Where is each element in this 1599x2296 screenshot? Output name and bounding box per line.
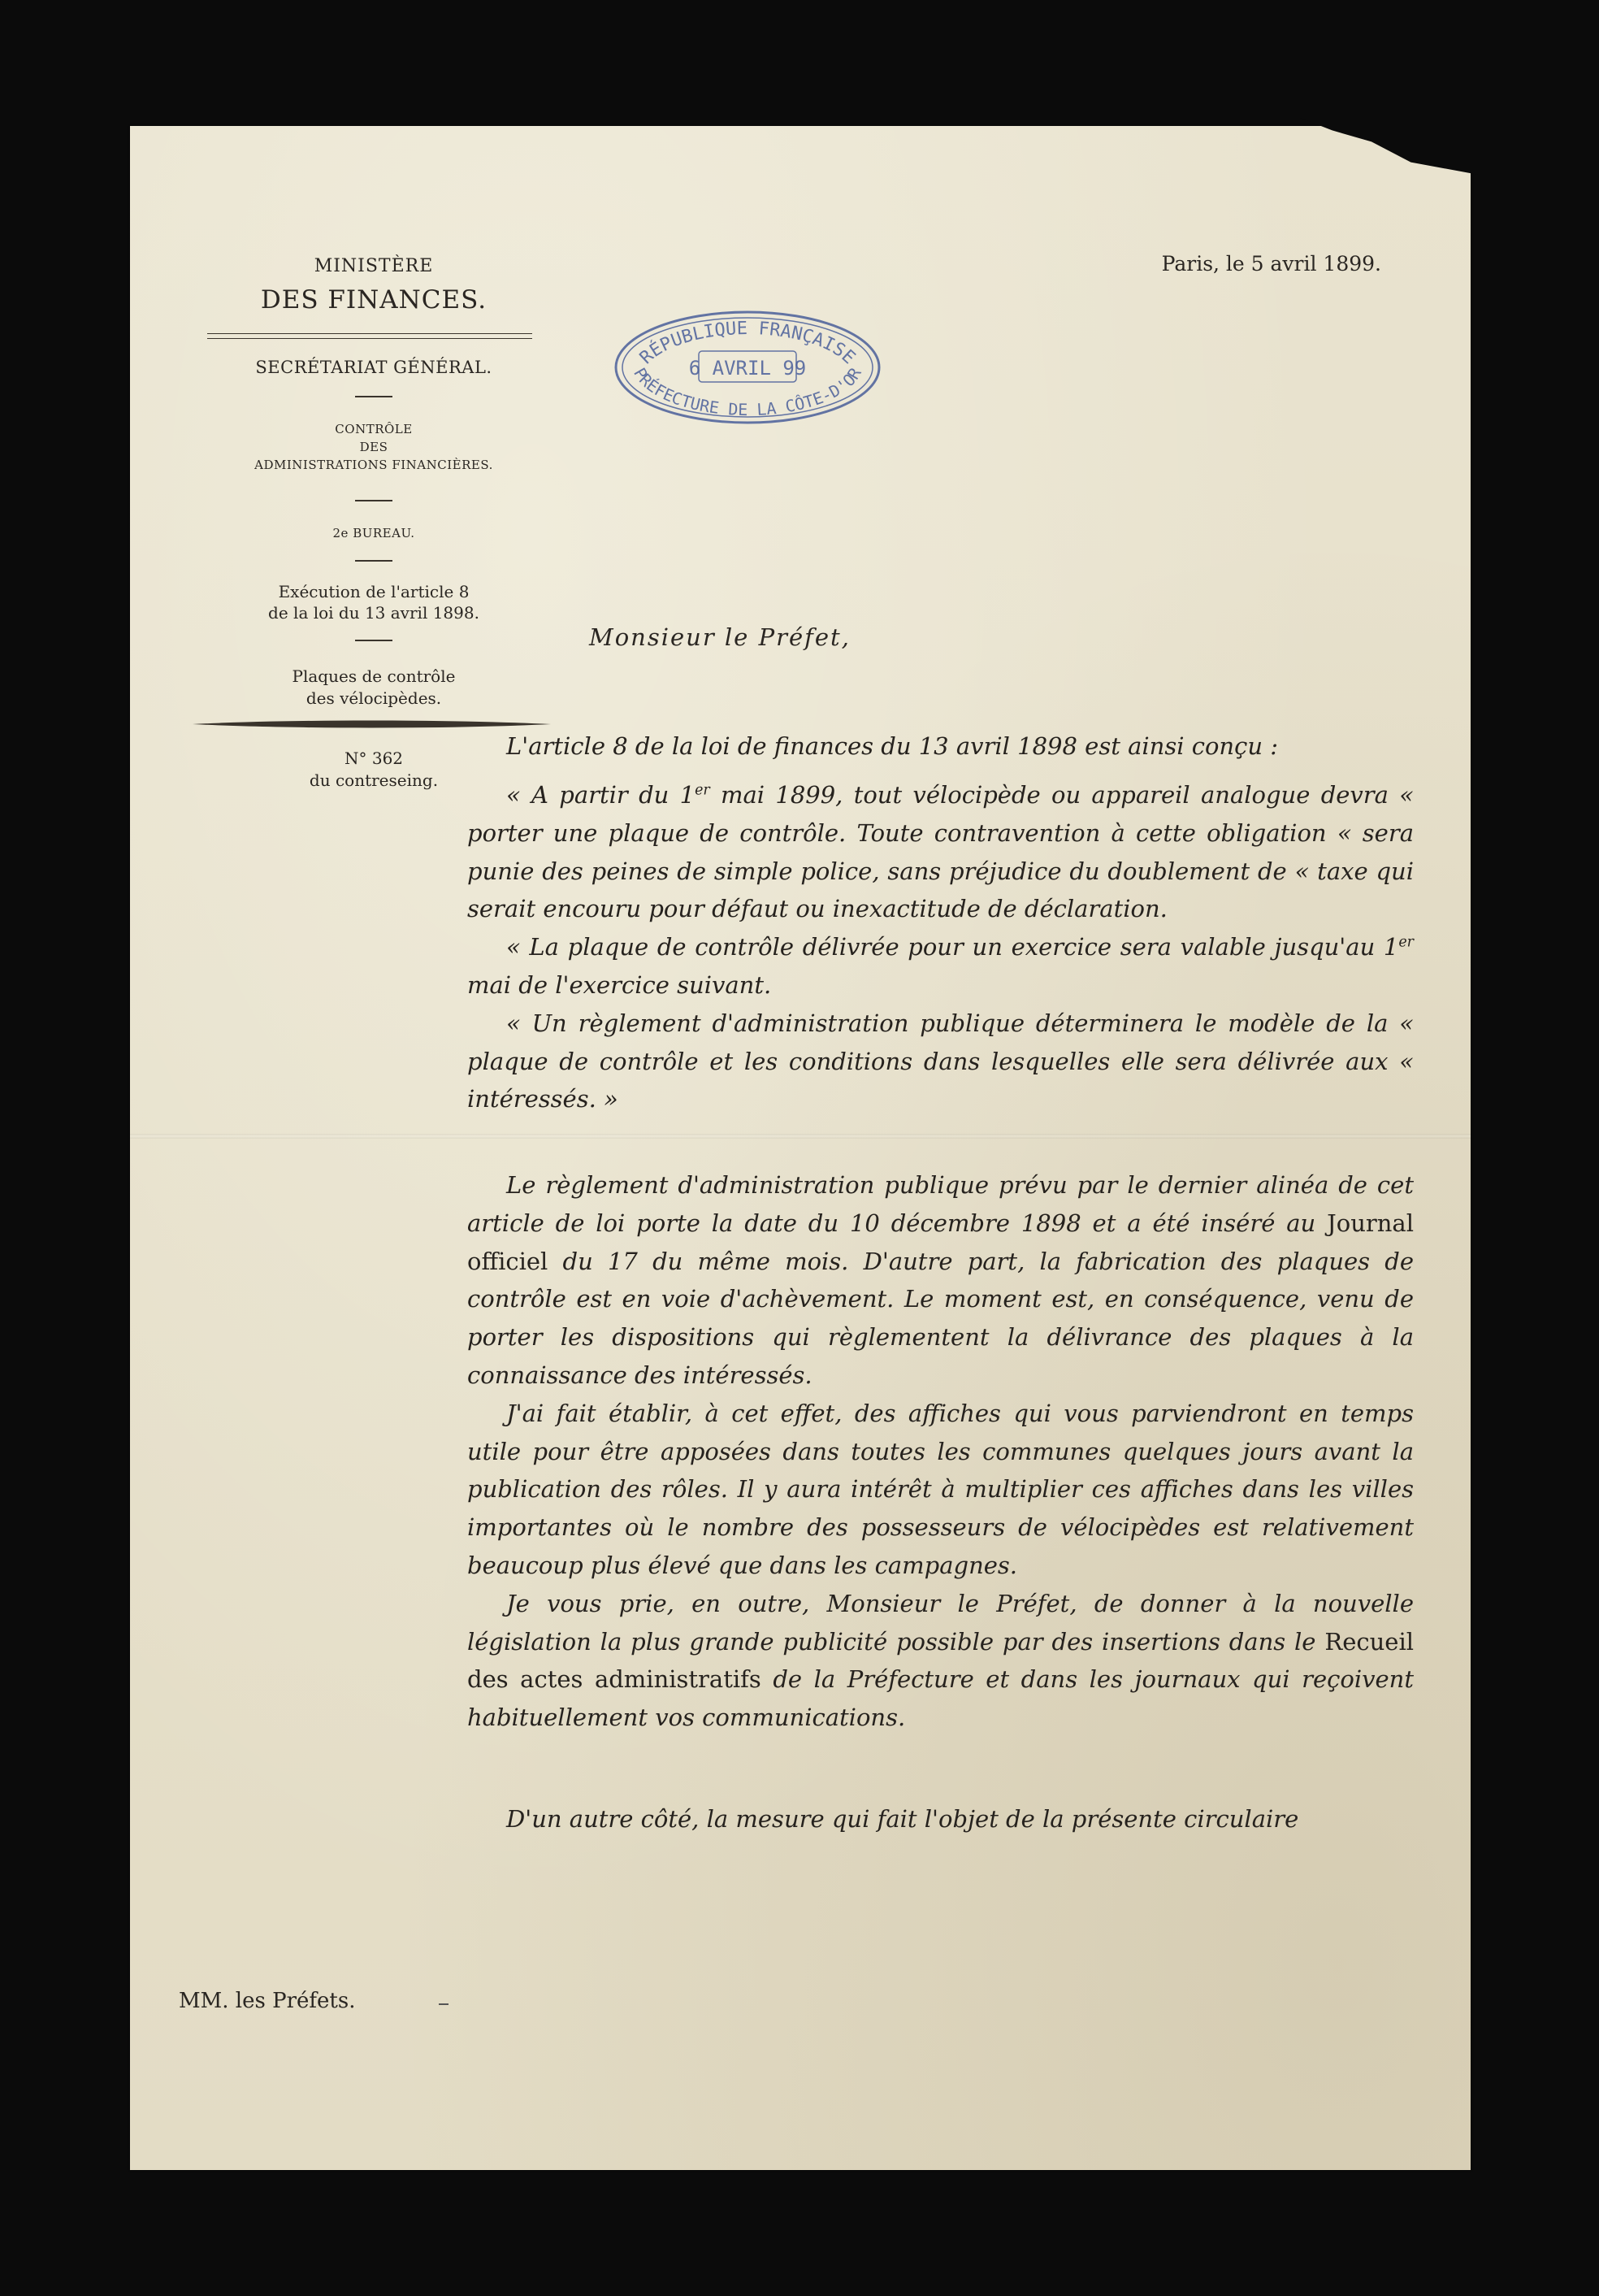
quote-text: mai 1899, tout vélocipède ou appareil analogue devra « porter une plaque de contrôle. Toute contravention à cette obligation « sera punie des peines de simple police, sans préjudice du doublement de « taxe qui serait encouru pour défaut ou inexactitude de déclaration.: [467, 781, 1414, 923]
body-paragraph-1: [467, 1166, 1414, 1395]
quote-paragraph-1: [467, 776, 1414, 928]
bureau-label: 2e BUREAU.: [332, 526, 415, 540]
body-paragraph-3: [467, 1585, 1414, 1737]
publication-title: Journal officiel: [467, 1209, 1414, 1275]
divider: [130, 640, 618, 641]
document-page: [130, 126, 1471, 2170]
body-paragraph-2: J'ai fait établir, à cet effet, des affiches qui vous parviendront en temps utile pour être apposées dans toutes les communes quelques jours avant la publication des rôles. Il y aura intérêt à multiplier ces affiches dans les villes importantes où le nombre des possesseurs de vélocipèdes est relativement beaucoup plus élevé que dans les campagnes.: [467, 1399, 1414, 1579]
intro-text: L'article 8 de la loi de finances du 13 avril 1898 est ainsi conçu :: [506, 732, 1278, 760]
salutation: Monsieur le Préfet,: [589, 623, 851, 651]
body-paragraph-4: D'un autre côté, la mesure qui fait l'objet de la présente circulaire: [506, 1805, 1299, 1833]
divider: [130, 396, 618, 397]
continuation-paragraph: [467, 1800, 1414, 1838]
service-line: CONTRÔLE: [335, 422, 413, 436]
superscript: er: [695, 782, 710, 799]
body-text: de la Préfecture et dans les journaux qui reçoivent habituellement vos communications.: [467, 1665, 1415, 1732]
subject-title: [130, 666, 618, 710]
page-fold: [130, 1134, 1471, 1139]
service-line: ADMINISTRATIONS FINANCIÈRES.: [254, 458, 493, 472]
intro-paragraph: [467, 727, 1414, 766]
stamp-date: 6 AVRIL 99: [688, 357, 807, 380]
quote-paragraph-3: « Un règlement d'administration publique déterminera le modèle de la « plaque de contrôle et les conditions dans lesquelles elle sera délivrée aux « intéressés. »: [467, 1009, 1414, 1113]
ministry-label: MINISTÈRE: [314, 256, 434, 276]
reference-number-line: du contreseing.: [309, 770, 439, 790]
superscript: er: [1398, 934, 1414, 951]
stamp-bottom-text: PRÉFECTURE DE LA CÔTE-D'OR: [630, 364, 865, 420]
body-text: du 17 du même mois. D'autre part, la fabrication des plaques de contrôle est en voie d'achèvement. Le moment est, en conséquence, venu de porter les dispositions qui règlementent la délivrance des plaques à la connaissance des intéressés.: [467, 1247, 1414, 1389]
addressee-dash: [439, 2003, 448, 2005]
reference-number-line: N° 362: [344, 749, 404, 768]
stamp-top-text: RÉPUBLIQUE FRANÇAISE: [635, 318, 860, 369]
subject-title-line: Plaques de contrôle: [292, 666, 456, 686]
department-label: SECRÉTARIAT GÉNÉRAL.: [255, 358, 492, 377]
subject-line: Exécution de l'article 8: [278, 582, 470, 601]
subject-reference: [130, 581, 618, 623]
body-paragraphs: [467, 1166, 1414, 1737]
quote-text: « A partir du 1: [506, 781, 696, 809]
law-quotation: [467, 776, 1414, 1118]
subject-title-line: des vélocipèdes.: [306, 688, 442, 708]
addressee: MM. les Préfets.: [179, 1989, 356, 2013]
service-line: DES: [359, 440, 388, 454]
service-label: [130, 420, 618, 474]
prefecture-stamp: [609, 306, 886, 428]
publication-title: Recueil des actes administratifs: [467, 1627, 1414, 1694]
body-text: Je vous prie, en outre, Monsieur le Préfet, de donner à la nouvelle législation la plus grande publicité possible par des insertions dans le: [467, 1589, 1414, 1656]
ministry-name: DES FINANCES.: [260, 285, 488, 315]
torn-corner: [1300, 118, 1479, 175]
body-text: Le règlement d'administration publique prévu par le dernier alinéa de cet article de loi porte la date du 10 décembre 1898 et a été inséré au: [467, 1171, 1414, 1237]
divider: [130, 560, 618, 562]
quote-paragraph-2: [467, 928, 1414, 1005]
date-line: Paris, le 5 avril 1899.: [1161, 252, 1381, 276]
subject-line: de la loi du 13 avril 1898.: [268, 603, 479, 623]
quote-text: mai de l'exercice suivant.: [467, 970, 772, 999]
double-rule: [207, 333, 532, 339]
divider: [130, 500, 618, 501]
quote-text: « La plaque de contrôle délivrée pour un exercice sera valable jusqu'au 1: [506, 933, 1399, 961]
